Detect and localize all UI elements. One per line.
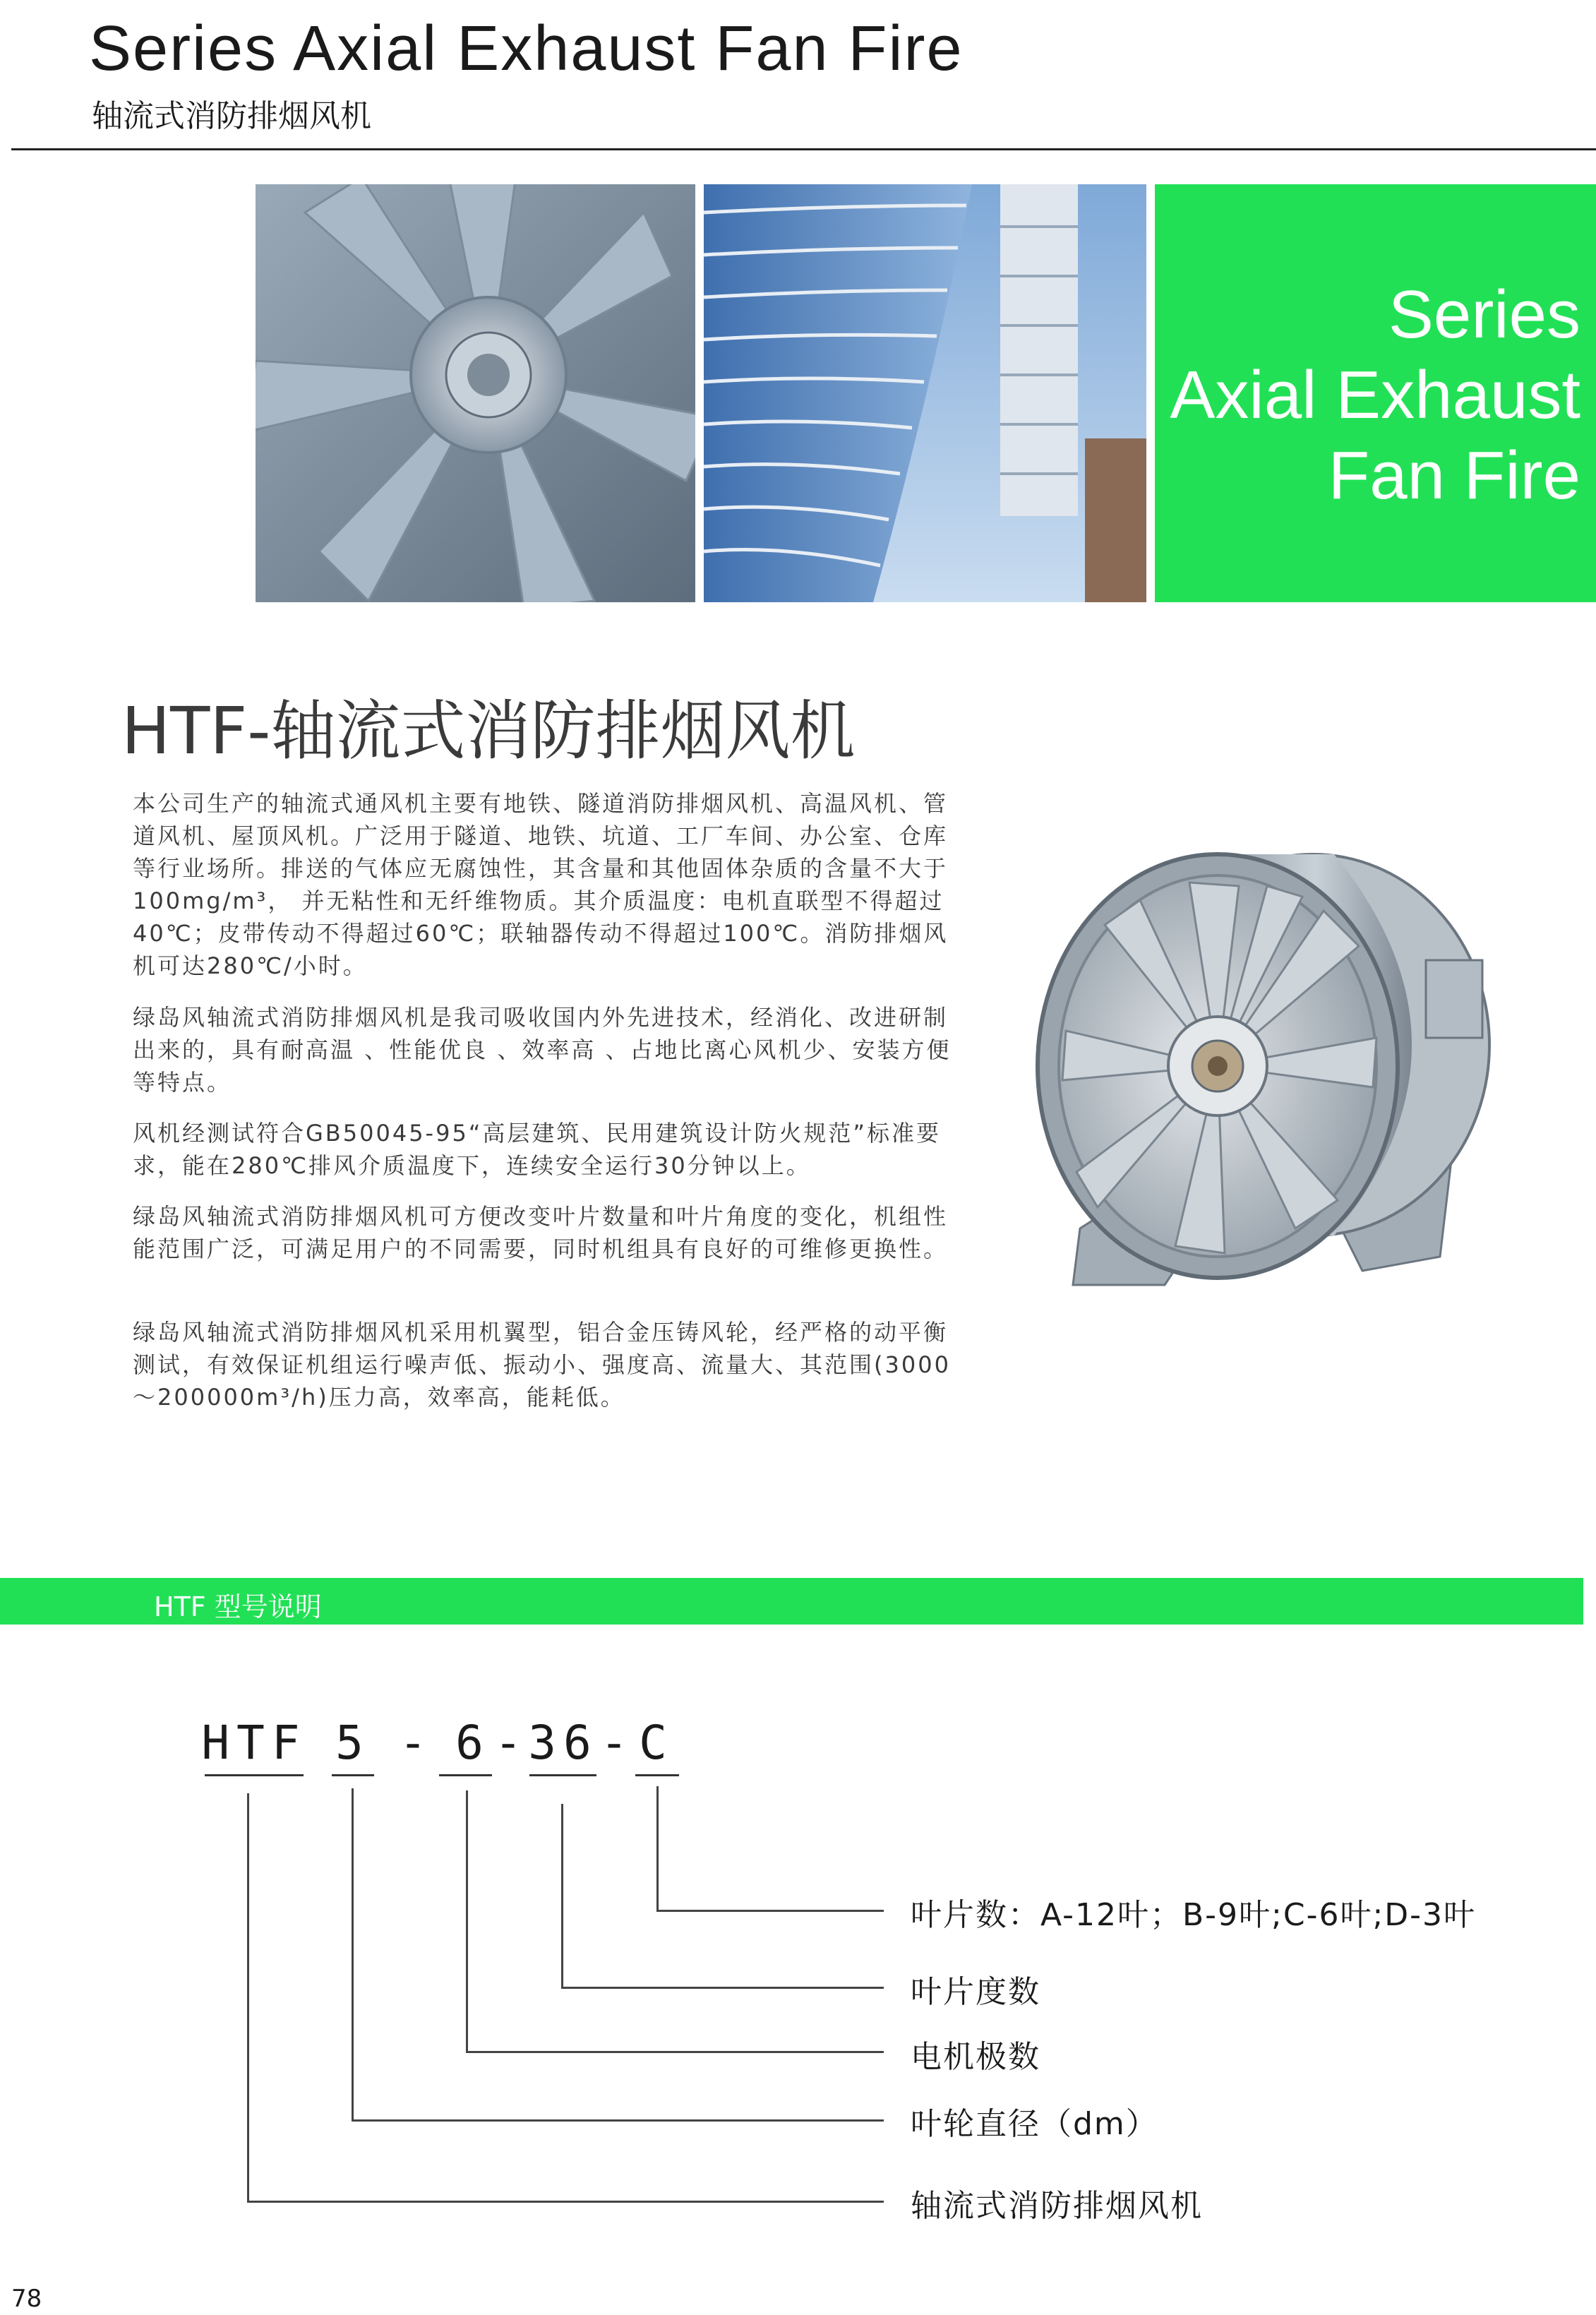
connector-line bbox=[247, 2201, 884, 2203]
connector-line bbox=[656, 1786, 659, 1912]
description-paragraph: 绿岛风轴流式消防排烟风机是我司吸收国内外先进技术，经消化、改进研制出来的，具有耐高温 、性能优良 、效率高 、占地比离心风机少、安装方便等特点。 bbox=[133, 1004, 952, 1096]
fan-closeup-image bbox=[256, 184, 695, 602]
code-underline bbox=[332, 1774, 374, 1776]
connector-line bbox=[561, 1804, 563, 1989]
code-part-motor-poles: 6 bbox=[455, 1716, 491, 1770]
code-separator: - bbox=[399, 1716, 434, 1770]
page-header-title: Series Axial Exhaust Fan Fire bbox=[89, 13, 964, 84]
code-part-impeller-diameter: 5 bbox=[335, 1716, 371, 1770]
connector-line bbox=[656, 1910, 884, 1912]
axial-fan-product-image bbox=[1031, 833, 1525, 1356]
connector-line bbox=[352, 1788, 354, 2122]
connector-line bbox=[247, 1793, 249, 2203]
code-separator: - bbox=[494, 1716, 529, 1770]
building-facade-image bbox=[704, 184, 1146, 602]
product-title: HTF-轴流式消防排烟风机 bbox=[121, 693, 856, 769]
code-underline bbox=[529, 1774, 596, 1776]
code-part-blade-angle: 36 bbox=[528, 1716, 599, 1770]
legend-blade-angle: 叶片度数 bbox=[911, 1974, 1040, 2010]
model-section-heading: HTF 型号说明 bbox=[154, 1591, 322, 1622]
code-underline bbox=[205, 1774, 304, 1776]
code-part-blade-count: C bbox=[639, 1716, 674, 1770]
connector-line bbox=[466, 2051, 884, 2053]
series-banner bbox=[1155, 184, 1596, 602]
page-number: 78 bbox=[11, 2285, 42, 2313]
page-header-subtitle: 轴流式消防排烟风机 bbox=[92, 98, 371, 134]
legend-series: 轴流式消防排烟风机 bbox=[911, 2188, 1203, 2224]
description-paragraph: 绿岛风轴流式消防排烟风机采用机翼型，铝合金压铸风轮，经严格的动平衡测试，有效保证机组运行噪声低、振动小、强度高、流量大、其范围(3000～200000m³/h)压力高，效率高，能耗低。 bbox=[133, 1319, 951, 1411]
code-separator: - bbox=[600, 1716, 635, 1770]
series-banner-text bbox=[1170, 275, 1580, 516]
banner-line-3: Fan Fire bbox=[1328, 438, 1580, 513]
connector-line bbox=[561, 1987, 884, 1989]
code-underline bbox=[635, 1774, 679, 1776]
banner-line-1: Series bbox=[1388, 277, 1580, 352]
description-paragraph: 绿岛风轴流式消防排烟风机可方便改变叶片数量和叶片角度的变化，机组性能范围广泛，可满足用户的不同需要，同时机组具有良好的可维修更换性。 bbox=[133, 1203, 949, 1262]
header-divider bbox=[11, 148, 1596, 150]
legend-blade-count: 叶片数：A-12叶；B-9叶;C-6叶;D-3叶 bbox=[911, 1897, 1477, 1933]
banner-line-2: Axial Exhaust bbox=[1170, 357, 1580, 433]
description-paragraph: 本公司生产的轴流式通风机主要有地铁、隧道消防排烟风机、高温风机、管道风机、屋顶风机。广泛用于隧道、地铁、坑道、工厂车间、办公室、仓库等行业场所。排送的气体应无腐蚀性，其含量和其他固体杂质的含量不大于100mg/m³， 并无粘性和无纤维物质。其介质温度：电机直联型不得超过40℃；皮带传动不得超过60℃；联轴器传动不得超过100℃。消防排烟风机可达280℃/小时。 bbox=[133, 790, 949, 979]
code-part-series: HTF bbox=[201, 1716, 307, 1770]
legend-impeller-diameter: 叶轮直径（dm） bbox=[911, 2106, 1158, 2142]
connector-line bbox=[352, 2119, 884, 2122]
connector-line bbox=[466, 1790, 468, 2053]
legend-motor-poles: 电机极数 bbox=[911, 2039, 1040, 2075]
code-underline bbox=[439, 1774, 492, 1776]
description-paragraph: 风机经测试符合GB50045-95“高层建筑、民用建筑设计防火规范”标准要求，能在280℃排风介质温度下，连续安全运行30分钟以上。 bbox=[133, 1120, 941, 1179]
